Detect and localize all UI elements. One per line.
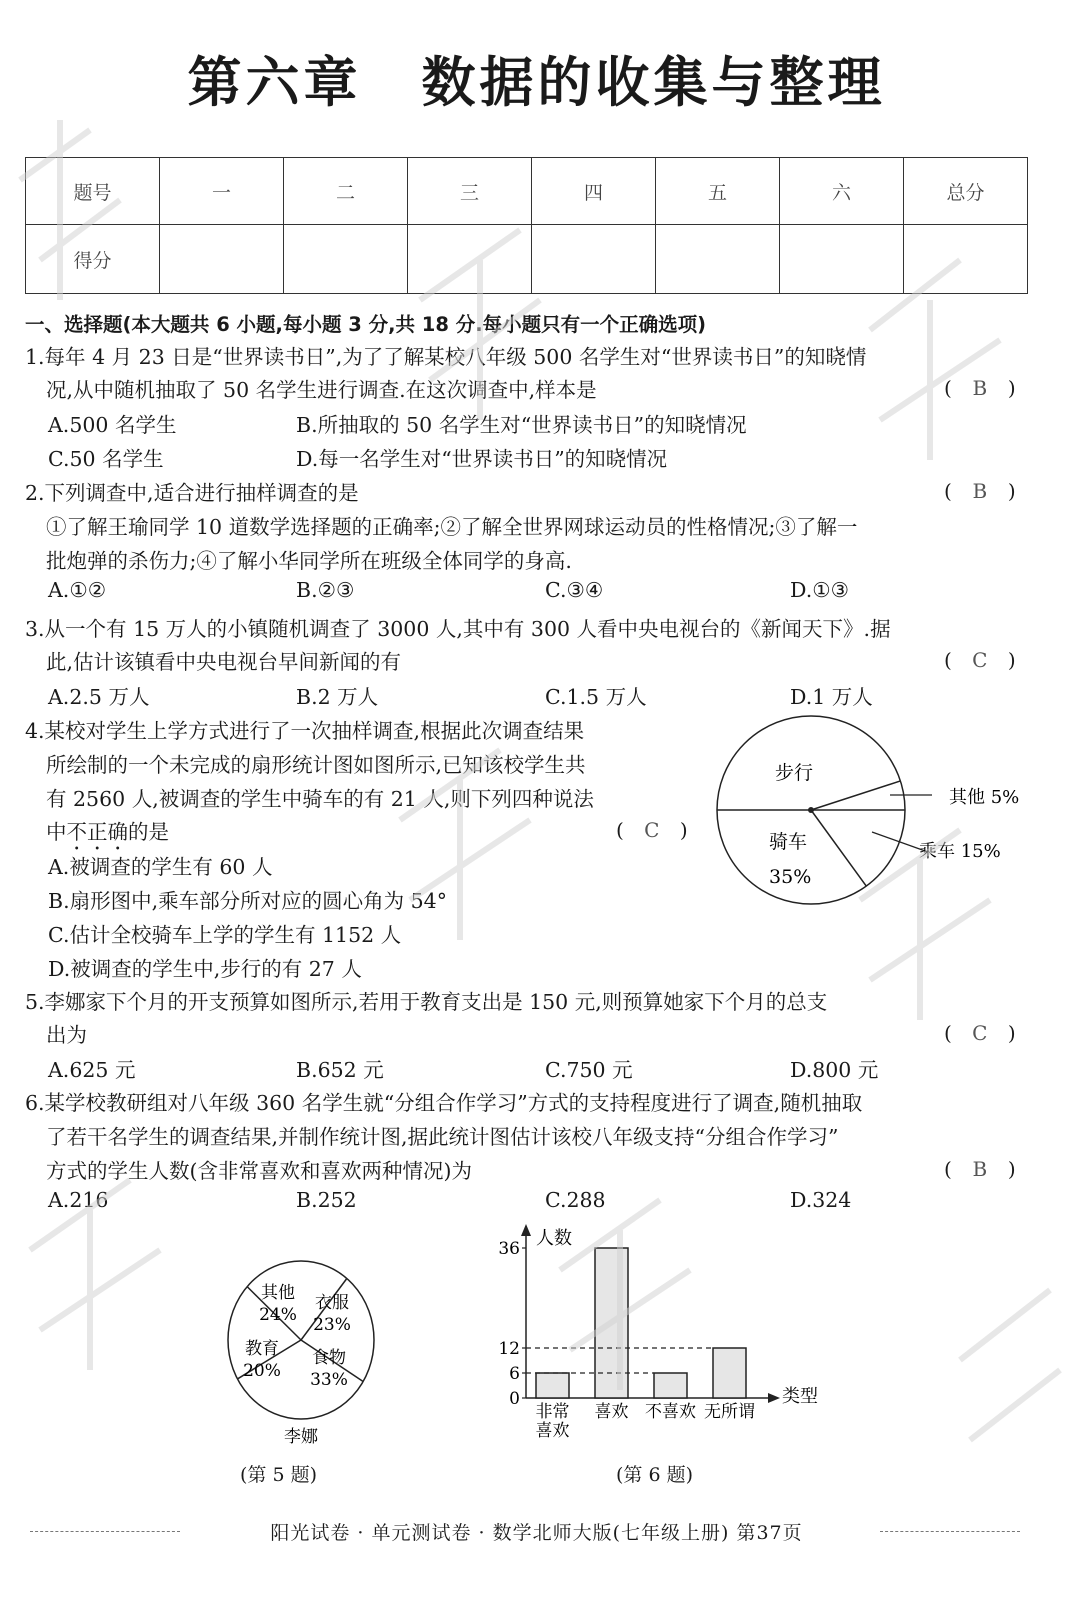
q6-option-b: B.252	[296, 1188, 357, 1212]
q4-answer-letter: C	[644, 818, 660, 842]
q1-answer: ( B )	[944, 376, 1016, 400]
q1-stem-1: 1.每年 4 月 23 日是“世界读书日”,为了了解某校八年级 500 名学生对“世界读书日”的知晓情	[25, 345, 867, 369]
q6-bar	[595, 1248, 628, 1398]
fig5-caption: (第 5 题)	[240, 1464, 317, 1486]
q4-label-bike: 骑车	[769, 831, 808, 853]
q6-answer-letter: B	[972, 1157, 988, 1181]
q4-stem-4	[46, 815, 169, 855]
score-cell[interactable]	[532, 225, 656, 294]
score-header-cell: 二	[284, 158, 408, 225]
score-cell[interactable]	[408, 225, 532, 294]
q4-stem-4-suffix: 的是	[128, 820, 169, 844]
q1-answer-letter: B	[972, 376, 988, 400]
q6-bar-chart	[490, 1220, 830, 1450]
q6-bar-marks	[498, 1239, 755, 1441]
q6-y-tick-label: 12	[498, 1339, 520, 1359]
q6-stem-2: 了若干名学生的调查结果,并制作统计图,据此统计图估计该校八年级支持“分组合作学习”	[46, 1125, 839, 1149]
q6-y-tick-label: 36	[498, 1239, 520, 1259]
q6-category-label: 无所谓	[704, 1402, 755, 1422]
q5-stem-1: 5.李娜家下个月的开支预算如图所示,若用于教育支出是 150 元,则预算她家下个月的总支	[25, 990, 828, 1014]
q6-stem-3: 方式的学生人数(含非常喜欢和喜欢两种情况)为	[46, 1159, 472, 1183]
q6-y-tick-label: 6	[509, 1364, 520, 1384]
q5-option-a: A.625 元	[48, 1058, 136, 1082]
q4-label-walk: 步行	[775, 762, 814, 784]
q2-option-d: D.①③	[790, 578, 849, 602]
q2-stem-2: ①了解王瑜同学 10 道数学选择题的正确率;②了解全世界网球运动员的性格情况;③了解一	[46, 515, 858, 539]
q4-option-b: B.扇形图中,乘车部分所对应的圆心角为 54°	[48, 889, 447, 913]
q6-category-label: 非常喜欢	[535, 1402, 570, 1441]
q3-option-c: C.1.5 万人	[545, 685, 647, 709]
q2-option-c: C.③④	[545, 578, 604, 602]
q4-stem-3: 有 2560 人,被调查的学生中骑车的有 21 人,则下列四种说法	[46, 787, 594, 811]
q5-answer: ( C )	[944, 1021, 1016, 1045]
q5-option-d: D.800 元	[790, 1058, 879, 1082]
q5-stem-2: 出为	[46, 1023, 87, 1047]
q6-y-label: 人数	[536, 1228, 572, 1249]
q3-option-d: D.1 万人	[790, 685, 873, 709]
q3-stem-1: 3.从一个有 15 万人的小镇随机调查了 3000 人,其中有 300 人看中央电视台的《新闻天下》.据	[25, 617, 891, 641]
score-cell[interactable]	[656, 225, 780, 294]
score-cell[interactable]	[284, 225, 408, 294]
q4-stem-4-prefix: 中	[46, 820, 67, 844]
q1-option-d: D.每一名学生对“世界读书日”的知晓情况	[296, 447, 668, 471]
q2-option-a: A.①②	[48, 578, 107, 602]
q1-stem-2: 况,从中随机抽取了 50 名学生进行调查.在这次调查中,样本是	[46, 378, 597, 402]
q6-y-arrow	[521, 1224, 531, 1236]
score-header-cell: 题号	[26, 158, 160, 225]
q5-pie-title: 李娜	[284, 1427, 318, 1447]
q1-option-a: A.500 名学生	[48, 413, 177, 437]
score-value-row	[26, 225, 1028, 294]
footer-rule-right	[880, 1531, 1020, 1532]
q6-stem-1: 6.某学校教研组对八年级 360 名学生就“分组合作学习”方式的支持程度进行了调查,随机抽取	[25, 1091, 863, 1115]
q5-option-c: C.750 元	[545, 1058, 633, 1082]
chapter-number: 第六章	[187, 51, 362, 114]
q4-pie-edge-bus	[811, 810, 866, 886]
q3-answer: ( C )	[944, 648, 1016, 672]
score-table	[25, 157, 1028, 294]
q5-label-other: 其他 24%	[259, 1283, 297, 1325]
score-header-cell: 四	[532, 158, 656, 225]
q2-option-b: B.②③	[296, 578, 355, 602]
q6-x-label: 类型	[782, 1386, 818, 1407]
section-heading: 一、选择题(本大题共 6 小题,每小题 3 分,共 18 分.每小题只有一个正确选项)	[25, 313, 707, 336]
q4-option-a: A.被调查的学生有 60 人	[48, 855, 273, 879]
fig6-caption: (第 6 题)	[616, 1464, 693, 1486]
q4-stem-1: 4.某校对学生上学方式进行了一次抽样调查,根据此次调查结果	[25, 719, 585, 743]
q6-option-d: D.324	[790, 1188, 852, 1212]
q4-pie-center	[808, 807, 814, 813]
score-header-cell: 六	[780, 158, 904, 225]
q4-stem-4-emphasis: 不正确	[66, 820, 128, 844]
score-header-cell: 五	[656, 158, 780, 225]
q2-stem-3: 批炮弹的杀伤力;④了解小华同学所在班级全体同学的身高.	[46, 549, 572, 573]
q6-bar	[713, 1348, 746, 1398]
q3-option-b: B.2 万人	[296, 685, 379, 709]
page-title	[0, 40, 1073, 117]
score-header-cell: 总分	[904, 158, 1028, 225]
q2-answer: ( B )	[944, 479, 1016, 503]
q3-answer-letter: C	[972, 648, 988, 672]
q4-option-c: C.估计全校骑车上学的学生有 1152 人	[48, 923, 402, 947]
q6-option-a: A.216	[48, 1188, 109, 1212]
q6-x-arrow	[768, 1393, 780, 1403]
q6-bar	[654, 1373, 687, 1398]
q5-label-clothes: 衣服 23%	[313, 1293, 351, 1335]
q4-pie-edge-other	[811, 781, 900, 810]
score-header-cell: 一	[160, 158, 284, 225]
score-row-label: 得分	[26, 225, 160, 294]
q4-stem-2: 所绘制的一个未完成的扇形统计图如图所示,已知该校学生共	[46, 753, 586, 777]
score-cell[interactable]	[904, 225, 1028, 294]
score-cell[interactable]	[780, 225, 904, 294]
score-header-row	[26, 158, 1028, 225]
q6-y-tick-label: 0	[509, 1389, 520, 1409]
q6-category-label: 不喜欢	[645, 1402, 696, 1422]
q4-label-other: 其他 5%	[949, 787, 1020, 808]
q1-option-b: B.所抽取的 50 名学生对“世界读书日”的知晓情况	[296, 413, 747, 437]
q4-label-bike-pct: 35%	[769, 866, 812, 888]
q4-label-bus: 乘车 15%	[919, 841, 1001, 862]
q3-stem-2: 此,估计该镇看中央电视台早间新闻的有	[46, 650, 402, 674]
score-header-cell: 三	[408, 158, 532, 225]
q2-stem-1: 2.下列调查中,适合进行抽样调查的是	[25, 481, 359, 505]
q5-option-b: B.652 元	[296, 1058, 384, 1082]
q6-answer: ( B )	[944, 1157, 1016, 1181]
q1-option-c: C.50 名学生	[48, 447, 164, 471]
q2-answer-letter: B	[972, 479, 988, 503]
q3-option-a: A.2.5 万人	[48, 685, 150, 709]
chapter-name: 数据的收集与整理	[421, 51, 886, 114]
q5-answer-letter: C	[972, 1021, 988, 1045]
q4-option-d: D.被调查的学生中,步行的有 27 人	[48, 957, 362, 981]
q5-label-food: 食物 33%	[310, 1348, 348, 1390]
q6-option-c: C.288	[545, 1188, 606, 1212]
page-footer: 阳光试卷 · 单元测试卷 · 数学北师大版(七年级上册) 第37页	[270, 1522, 803, 1544]
q6-category-label: 喜欢	[594, 1402, 629, 1422]
q4-pie-chart	[700, 715, 1030, 925]
q6-bar	[536, 1373, 569, 1398]
score-cell[interactable]	[160, 225, 284, 294]
q5-label-education: 教育 20%	[243, 1339, 281, 1381]
q5-pie-chart	[226, 1258, 376, 1448]
q4-answer: ( C )	[616, 818, 688, 842]
